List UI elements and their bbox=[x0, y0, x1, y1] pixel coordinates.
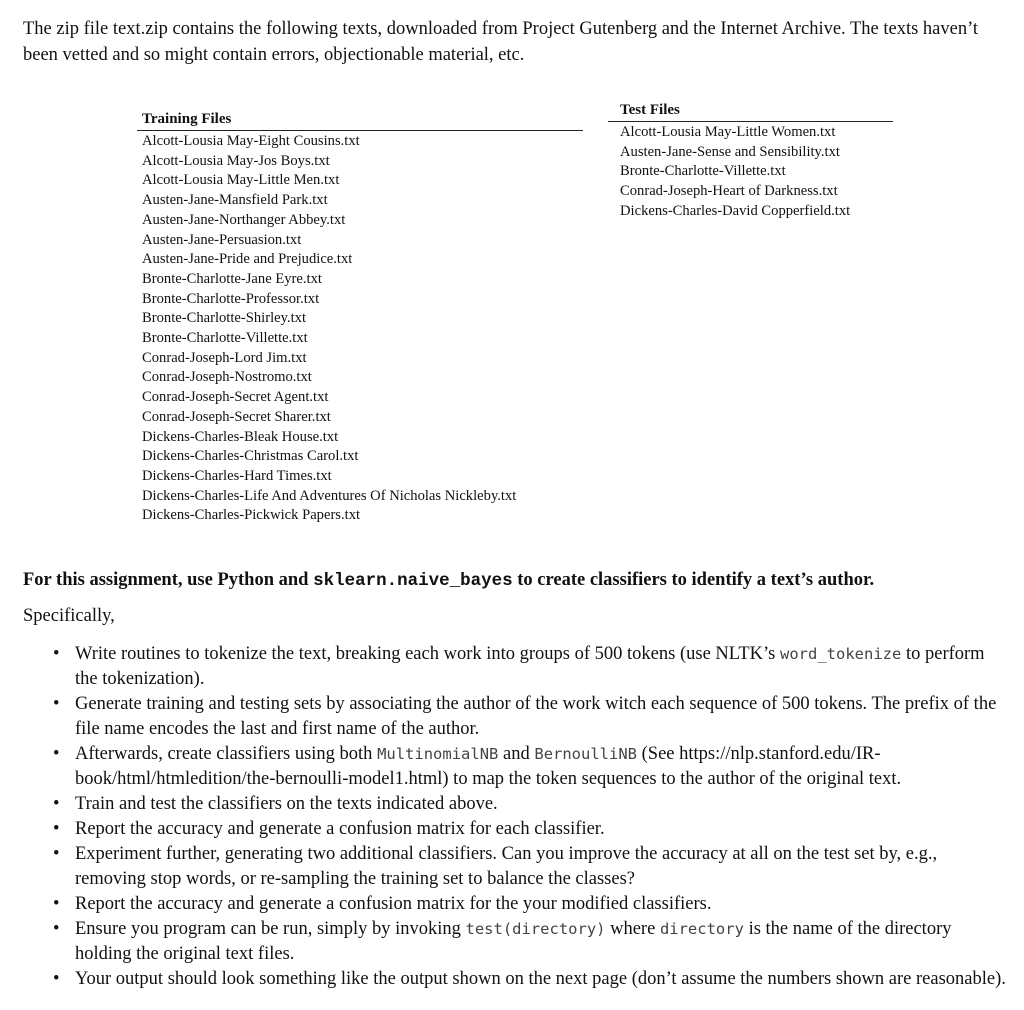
training-file-item: Dickens-Charles-Christmas Carol.txt bbox=[142, 448, 359, 465]
requirement-text: Report the accuracy and generate a confusion matrix for each classifier. bbox=[75, 819, 605, 839]
requirement-text: Your output should look something like the output shown on the next page (don’t assume the numbers shown are reasonable). bbox=[75, 969, 1006, 989]
requirement-text: Generate training and testing sets by associating the author of the work witch each sequence of 500 tokens. The prefix of the file name encodes the last and first name of the author. bbox=[75, 694, 997, 739]
inline-code: test(directory) bbox=[465, 920, 606, 938]
heading-code: sklearn.naive_bayes bbox=[313, 571, 513, 591]
requirement-item bbox=[53, 792, 1008, 817]
bullet-icon: • bbox=[53, 744, 60, 764]
training-file-item: Austen-Jane-Mansfield Park.txt bbox=[142, 192, 328, 209]
test-header-rule bbox=[608, 121, 893, 122]
inline-code: directory bbox=[659, 920, 744, 938]
training-file-item: Bronte-Charlotte-Jane Eyre.txt bbox=[142, 270, 322, 287]
training-file-item: Alcott-Lousia May-Little Men.txt bbox=[142, 172, 340, 189]
requirement-text: Write routines to tokenize the text, breaking each work into groups of 500 tokens (use NLTK’s bbox=[75, 644, 781, 664]
requirement-text: is the name of the directory holding the original text files. bbox=[75, 919, 952, 964]
training-file-item: Conrad-Joseph-Secret Agent.txt bbox=[142, 389, 329, 406]
requirement-text: Train and test the classifiers on the texts indicated above. bbox=[75, 794, 498, 814]
training-file-item: Dickens-Charles-Pickwick Papers.txt bbox=[142, 507, 361, 524]
bullet-icon: • bbox=[53, 819, 60, 839]
requirement-text: Ensure you program can be run, simply by invoking bbox=[75, 919, 466, 939]
bullet-icon: • bbox=[53, 894, 60, 914]
training-file-item: Conrad-Joseph-Lord Jim.txt bbox=[142, 349, 307, 366]
requirement-item bbox=[53, 892, 1008, 917]
requirement-text: (See https://nlp.stanford.edu/IR-book/html/htmledition/the-bernoulli-model1.html) to map the token sequences to the author of the original text. bbox=[75, 744, 902, 789]
training-file-item: Dickens-Charles-Bleak House.txt bbox=[142, 428, 339, 445]
requirement-item bbox=[53, 692, 1008, 742]
requirement-item bbox=[53, 842, 1008, 892]
training-file-item: Conrad-Joseph-Nostromo.txt bbox=[142, 369, 312, 386]
requirement-text: Afterwards, create classifiers using both bbox=[75, 744, 378, 764]
heading-text-post: to create classifiers to identify a text’s author. bbox=[512, 570, 875, 590]
training-header-rule bbox=[137, 130, 583, 131]
requirement-item bbox=[53, 642, 1008, 692]
training-file-item: Dickens-Charles-Hard Times.txt bbox=[142, 467, 332, 484]
training-file-item: Austen-Jane-Pride and Prejudice.txt bbox=[142, 251, 353, 268]
assignment-heading bbox=[23, 567, 874, 594]
inline-code: MultinomialNB bbox=[377, 745, 499, 763]
training-file-item: Austen-Jane-Northanger Abbey.txt bbox=[142, 211, 346, 228]
requirement-text: where bbox=[605, 919, 660, 939]
test-file-item: Austen-Jane-Sense and Sensibility.txt bbox=[620, 143, 840, 160]
specifically-lead: Specifically, bbox=[23, 606, 115, 626]
training-files-table bbox=[137, 109, 583, 526]
test-file-item: Conrad-Joseph-Heart of Darkness.txt bbox=[620, 183, 838, 200]
requirement-text: Report the accuracy and generate a confusion matrix for the your modified classifiers. bbox=[75, 894, 712, 914]
training-file-item: Dickens-Charles-Life And Adventures Of Nicholas Nickleby.txt bbox=[142, 487, 517, 504]
training-file-item: Bronte-Charlotte-Villette.txt bbox=[142, 330, 308, 347]
inline-code: word_tokenize bbox=[780, 645, 902, 663]
requirement-item bbox=[53, 917, 1008, 967]
requirement-item bbox=[53, 742, 1008, 792]
requirement-item bbox=[53, 967, 1008, 992]
intro-paragraph: The zip file text.zip contains the following texts, downloaded from Project Gutenberg and the Internet Archive. The texts haven’t been vetted and so might contain errors, objectionable material, etc. bbox=[23, 19, 979, 65]
bullet-icon: • bbox=[53, 919, 60, 939]
training-file-item: Austen-Jane-Persuasion.txt bbox=[142, 231, 302, 248]
training-file-item: Bronte-Charlotte-Professor.txt bbox=[142, 290, 320, 307]
heading-text-pre: For this assignment, use Python and bbox=[23, 570, 314, 590]
test-file-item: Bronte-Charlotte-Villette.txt bbox=[620, 163, 786, 180]
test-file-item: Alcott-Lousia May-Little Women.txt bbox=[620, 124, 836, 140]
inline-code: BernoulliNB bbox=[534, 745, 638, 763]
test-files-header: Test Files bbox=[620, 102, 680, 118]
bullet-icon: • bbox=[53, 794, 60, 814]
bullet-icon: • bbox=[53, 969, 60, 989]
training-file-item: Alcott-Lousia May-Jos Boys.txt bbox=[142, 152, 330, 169]
requirement-text: and bbox=[498, 744, 535, 764]
training-file-item: Bronte-Charlotte-Shirley.txt bbox=[142, 310, 307, 327]
requirement-item bbox=[53, 817, 1008, 842]
bullet-icon: • bbox=[53, 694, 60, 714]
bullet-icon: • bbox=[53, 644, 60, 664]
requirement-text: Experiment further, generating two additional classifiers. Can you improve the accuracy at all on the test set by, e.g., removing stop words, or re-sampling the training set to balance the classes? bbox=[75, 844, 938, 889]
requirements-list bbox=[53, 642, 1008, 992]
test-files-table bbox=[608, 100, 893, 222]
bullet-icon: • bbox=[53, 844, 60, 864]
training-file-item: Alcott-Lousia May-Eight Cousins.txt bbox=[142, 133, 360, 149]
requirement-text: to perform the tokenization). bbox=[75, 644, 985, 689]
training-file-item: Conrad-Joseph-Secret Sharer.txt bbox=[142, 408, 331, 425]
test-file-item: Dickens-Charles-David Copperfield.txt bbox=[620, 202, 851, 219]
training-files-header: Training Files bbox=[142, 111, 232, 127]
